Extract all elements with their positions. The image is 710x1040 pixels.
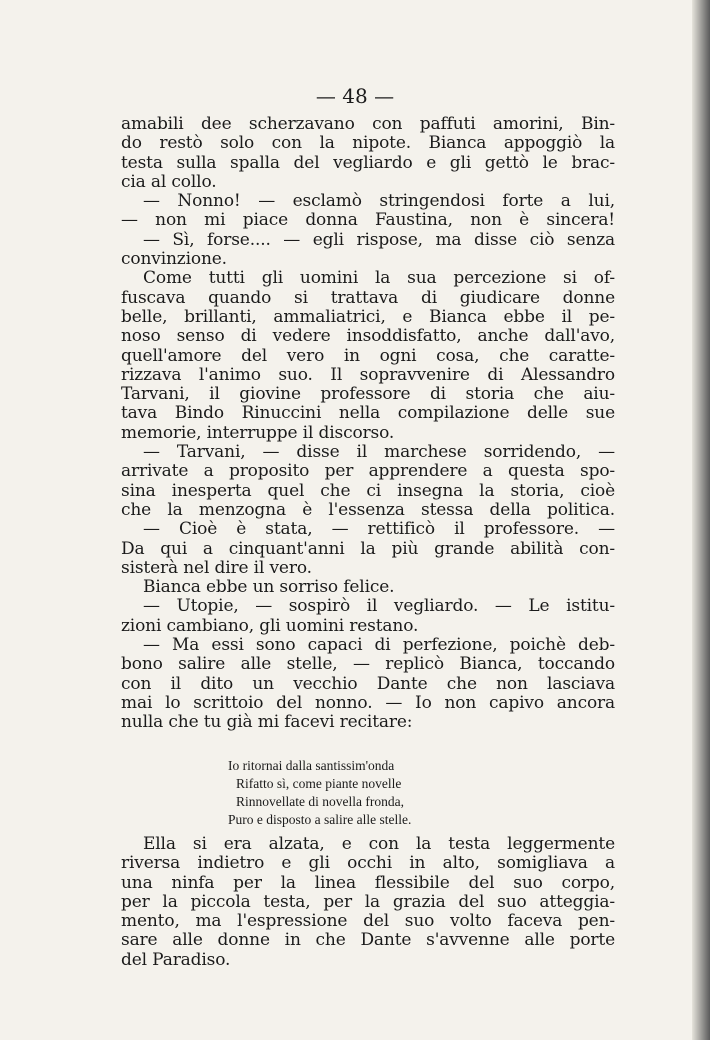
text-line: bono salire alle stelle, — replicò Bianca, toccando [121,654,615,675]
text-line: arrivate a proposito per apprendere a questa spo- [121,461,615,482]
text-line: fuscava quando si trattava di giudicare donne [121,287,615,308]
text-line: sare alle donne in che Dante s'avvenne alle porte [121,930,615,951]
text-line: — Sì, forse.... — egli rispose, ma disse ciò senza [143,229,615,250]
verse-line: Io ritornai dalla santissim'onda [228,758,395,773]
text-line: nulla che tu già mi facevi recitare: [121,712,413,733]
text-line: belle, brillanti, ammaliatrici, e Bianca ebbe il pe- [121,306,615,327]
text-line: — Nonno! — esclamò stringendosi forte a lui, [143,191,615,212]
text-line: testa sulla spalla del vegliardo e gli gettò le brac- [121,152,615,173]
text-line: rizzava l'animo suo. Il sopravvenire di Alessandro [121,364,615,385]
main-paragraphs [121,115,615,733]
text-line: — Utopie, — sospirò il vegliardo. — Le istitu- [143,596,615,617]
text-line: amabili dee scherzavano con paffuti amorini, Bin- [121,114,615,134]
verse-line: Rinnovellate di novella fronda, [236,794,404,809]
page-edge-shadow [692,0,710,1040]
closing-paragraph [121,835,615,970]
text-line: — non mi piace donna Faustina, non è sincera! [121,210,615,231]
text-line: do restò solo con la nipote. Bianca appoggiò la [121,133,615,154]
text-line: zioni cambiano, gli uomini restano. [121,615,419,636]
text-line: Bianca ebbe un sorriso felice. [143,577,395,598]
text-line: Ella si era alzata, e con la testa leggermente [143,834,615,854]
text-line: Come tutti gli uomini la sua percezione si of- [143,268,615,289]
text-line: quell'amore del vero in ogni cosa, che caratte- [121,345,615,366]
text-line: noso senso di vedere insoddisfatto, anche dall'avo, [121,326,615,347]
text-line: che la menzogna è l'essenza stessa della politica. [121,499,615,520]
text-line: cia al collo. [121,171,217,192]
text-line: — Ma essi sono capaci di perfezione, poichè deb- [143,635,615,656]
text-line: — Tarvani, — disse il marchese sorridendo, — [143,442,615,463]
text-line: mento, ma l'espressione del suo volto faceva pen- [121,911,615,932]
text-line: una ninfa per la linea flessibile del suo corpo, [121,872,615,893]
verse-quotation [228,757,528,829]
text-line: Tarvani, il giovine professore di storia che aiu- [121,384,615,405]
text-line: sina inesperta quel che ci insegna la storia, cioè [121,480,615,501]
text-line: Da qui a cinquant'anni la più grande abilità con- [121,538,615,559]
text-line: con il dito un vecchio Dante che non lasciava [121,673,615,694]
page-number: — 48 — [315,84,395,108]
text-line: memorie, interruppe il discorso. [121,422,395,443]
text-line: convinzione. [121,249,227,270]
text-line: — Cioè è stata, — rettificò il professore. — [143,519,615,540]
text-line: tava Bindo Rinuccini nella compilazione delle sue [121,403,615,424]
text-line: riversa indietro e gli occhi in alto, somigliava a [121,853,615,874]
verse-line: Puro e disposto a salire alle stelle. [228,812,412,827]
verse-line: Rifatto sì, come piante novelle [236,776,402,791]
text-line: mai lo scrittoio del nonno. — Io non capivo ancora [121,692,615,713]
text-line: del Paradiso. [121,949,231,970]
text-line: sisterà nel dire il vero. [121,557,312,578]
text-line: per la piccola testa, per la grazia del suo atteggia- [121,891,615,912]
